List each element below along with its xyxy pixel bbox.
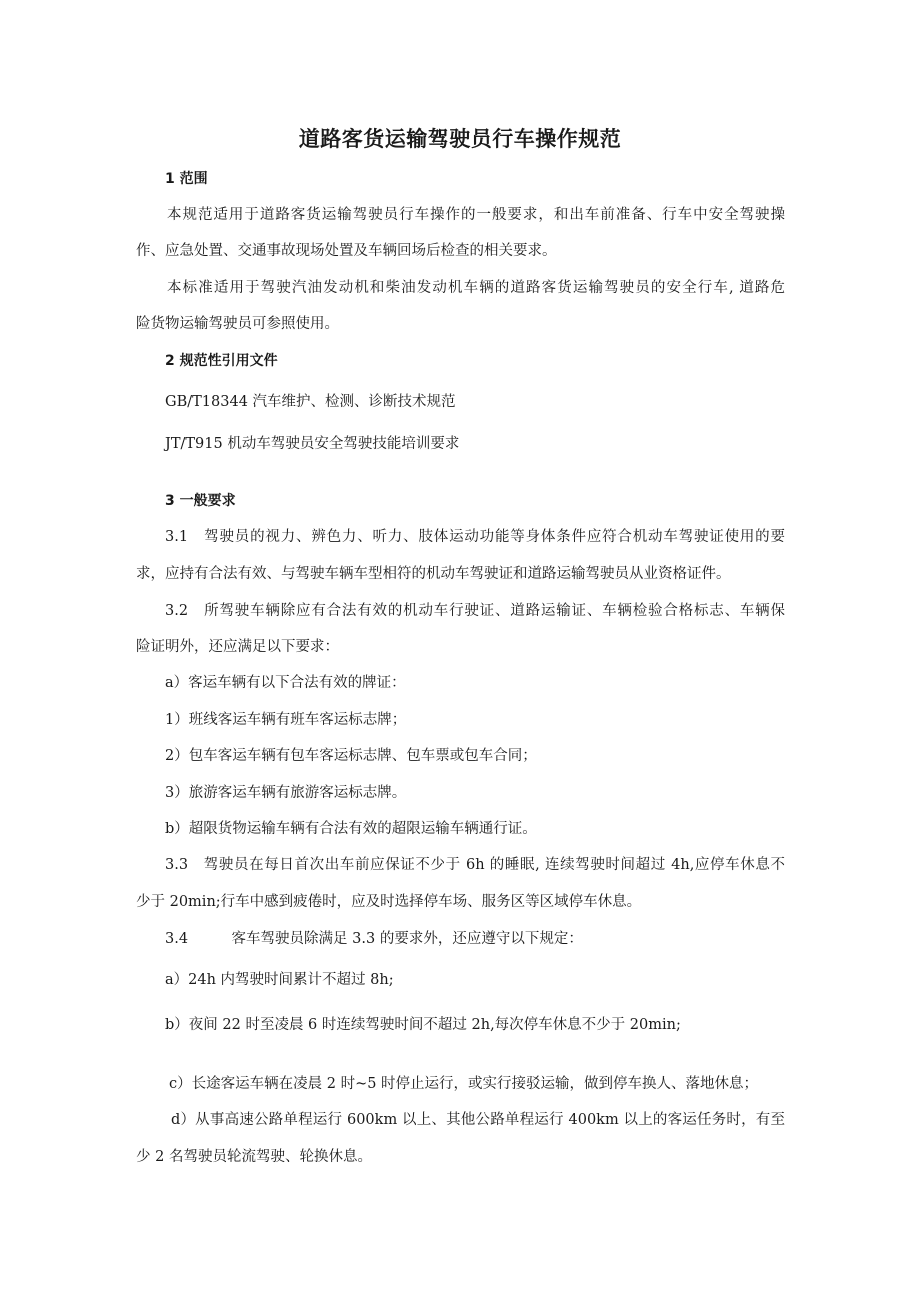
list-item: 3）旅游客运车辆有旅游客运标志牌。 xyxy=(165,785,407,801)
list-item: a）客运车辆有以下合法有效的牌证： xyxy=(165,675,406,691)
list-item: c）长途客运车辆在凌晨 2 时~5 时停止运行，或实行接驳运输，做到停车换人、落地休息； xyxy=(169,1076,759,1092)
list-item: 1）班线客运车辆有班车客运标志牌； xyxy=(165,712,407,728)
section-1-paragraph-1-line-1: 本规范适用于道路客货运输驾驶员行车操作的一般要求，和出车前准备、行车中安全驾驶操 xyxy=(167,207,785,223)
list-item: b）夜间 22 时至凌晨 6 时连续驾驶时间不超过 2h,每次停车休息不少于 20min; xyxy=(165,1017,681,1033)
clause-3-2-line-2: 险证明外，还应满足以下要求： xyxy=(136,639,339,655)
clause-3-3-line-1: 3.3 驾驶员在每日首次出车前应保证不少于 6h 的睡眠, 连续驾驶时间超过 4h,应停车休息不 xyxy=(165,857,785,873)
clause-3-2-line-1: 3.2 所驾驶车辆除应有合法有效的机动车行驶证、道路运输证、车辆检验合格标志、车辆保 xyxy=(165,603,785,619)
section-3-heading: 3 一般要求 xyxy=(165,493,236,509)
list-item: 2）包车客运车辆有包车客运标志牌、包车票或包车合同； xyxy=(165,748,537,764)
list-item: b）超限货物运输车辆有合法有效的超限运输车辆通行证。 xyxy=(165,821,537,837)
list-item-d-line-1: d）从事高速公路单程运行 600km 以上、其他公路单程运行 400km 以上的客运任务时，有至 xyxy=(171,1112,785,1128)
reference-item: GB/T18344 汽车维护、检测、诊断技术规范 xyxy=(165,394,456,410)
clause-3-1-line-1: 3.1 驾驶员的视力、辨色力、听力、肢体运动功能等身体条件应符合机动车驾驶证使用的要 xyxy=(165,529,785,545)
section-1-paragraph-1-line-2: 作、应急处置、交通事故现场处置及车辆回场后检查的相关要求。 xyxy=(136,243,557,259)
section-1-paragraph-2-line-2: 险货物运输驾驶员可参照使用。 xyxy=(136,316,339,332)
list-item-d-line-2: 少 2 名驾驶员轮流驾驶、轮换休息。 xyxy=(136,1149,372,1165)
section-2-heading: 2 规范性引用文件 xyxy=(165,353,278,369)
document-title: 道路客货运输驾驶员行车操作规范 xyxy=(298,127,622,151)
clause-3-1-line-2: 求，应持有合法有效、与驾驶车辆车型相符的机动车驾驶证和道路运输驾驶员从业资格证件。 xyxy=(136,566,731,582)
section-1-heading: 1 范围 xyxy=(165,171,208,187)
list-item: a）24h 内驾驶时间累计不超过 8h; xyxy=(165,972,394,988)
clause-3-4-line: 3.4 客车驾驶员除满足 3.3 的要求外，还应遵守以下规定： xyxy=(165,931,583,947)
section-1-paragraph-2-line-1: 本标准适用于驾驶汽油发动机和柴油发动机车辆的道路客货运输驾驶员的安全行车, 道路危 xyxy=(167,280,785,296)
reference-item: JT/T915 机动车驾驶员安全驾驶技能培训要求 xyxy=(165,436,460,452)
clause-3-3-line-2: 少于 20min;行车中感到疲倦时，应及时选择停车场、服务区等区域停车休息。 xyxy=(136,894,642,910)
